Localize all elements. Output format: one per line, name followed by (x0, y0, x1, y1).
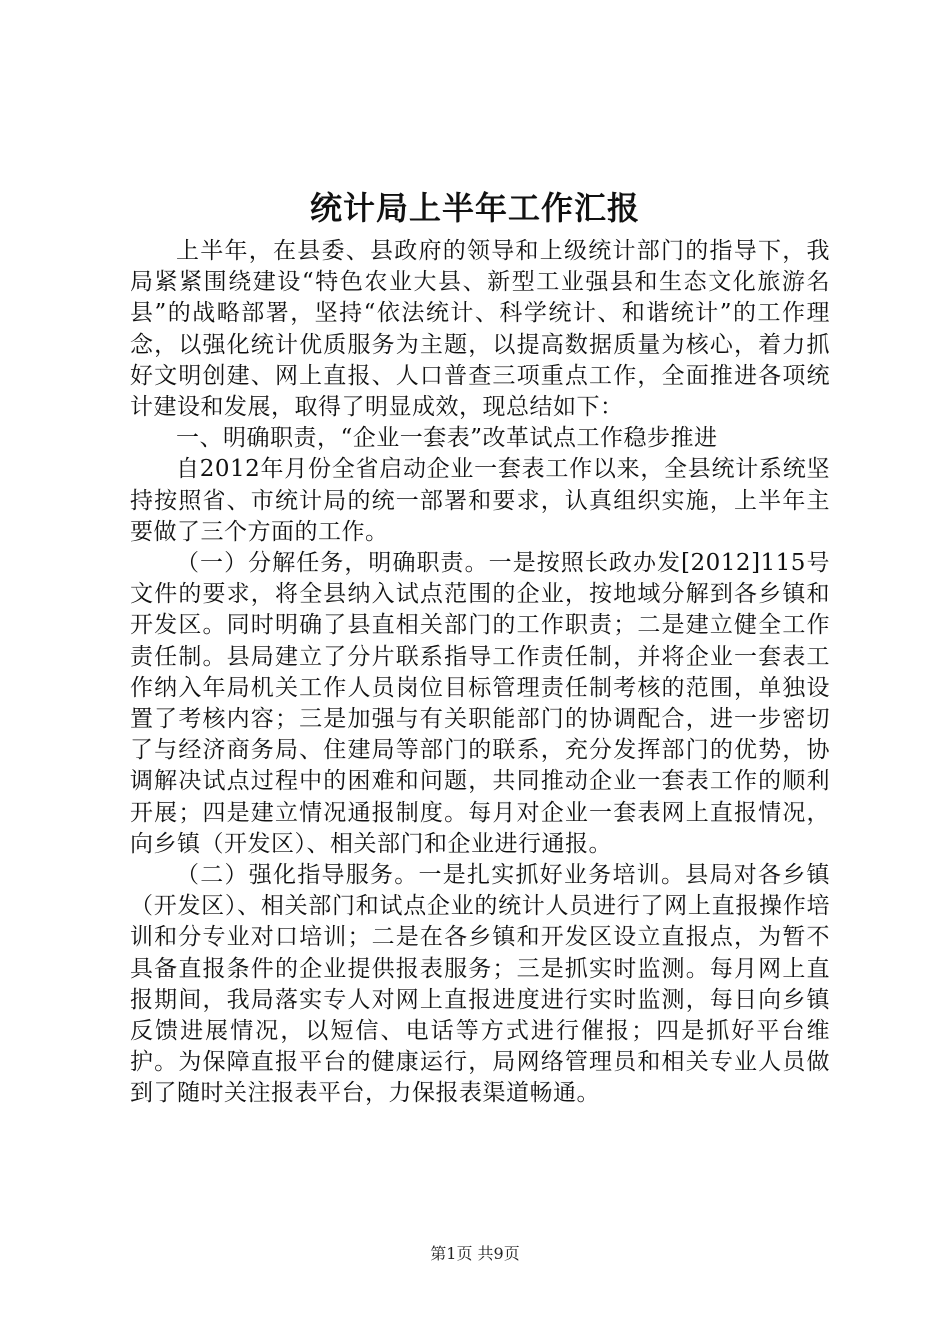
paragraph-intro: 上半年，在县委、县政府的领导和上级统计部门的指导下，我局紧紧围绕建设“特色农业大县、新型工业强县和生态文化旅游名县”的战略部署，坚持“依法统计、科学统计、和谐统计”的工作理念，以强化统计优质服务为主题，以提高数据质量为核心，着力抓好文明创建、网上直报、人口普查三项重点工作，全面推进各项统计建设和发展，取得了明显成效，现总结如下： (130, 238, 830, 421)
document-title: 统计局上半年工作汇报 (309, 189, 640, 227)
paragraph-section-1-intro: 自2012年月份全省启动企业一套表工作以来，全县统计系统坚持按照省、市统计局的统一部署和要求，认真组织实施，上半年主要做了三个方面的工作。 (130, 456, 830, 545)
paragraph-subsection-2: （二）强化指导服务。一是扎实抓好业务培训。县局对各乡镇（开发区）、相关部门和试点企业的统计人员进行了网上直报操作培训和分专业对口培训；二是在各乡镇和开发区设立直报点，为暂不具备直报条件的企业提供报表服务；三是抓实时监测。每月网上直报期间，我局落实专人对网上直报进度进行实时监测，每日向乡镇反馈进展情况，以短信、电话等方式进行催报；四是抓好平台维护。为保障直报平台的健康运行，局网络管理员和相关专业人员做到了随时关注报表平台，力保报表渠道畅通。 (130, 862, 830, 1107)
page-footer: 第1页 共9页 (430, 1244, 520, 1263)
section-heading-1: 一、明确职责，“企业一套表”改革试点工作稳步推进 (176, 425, 718, 452)
document-body (130, 236, 830, 1110)
paragraph-subsection-1: （一）分解任务，明确职责。一是按照长政办发[2012]115号文件的要求，将全县纳入试点范围的企业，按地域分解到各乡镇和开发区。同时明确了县直相关部门的工作职责；二是建立健全工作责任制。县局建立了分片联系指导工作责任制，并将企业一套表工作纳入年局机关工作人员岗位目标管理责任制考核的范围，单独设置了考核内容；三是加强与有关职能部门的协调配合，进一步密切了与经济商务局、住建局等部门的联系，充分发挥部门的优势，协调解决试点过程中的困难和问题，共同推动企业一套表工作的顺利开展；四是建立情况通报制度。每月对企业一套表网上直报情况，向乡镇（开发区）、相关部门和企业进行通报。 (130, 550, 830, 857)
